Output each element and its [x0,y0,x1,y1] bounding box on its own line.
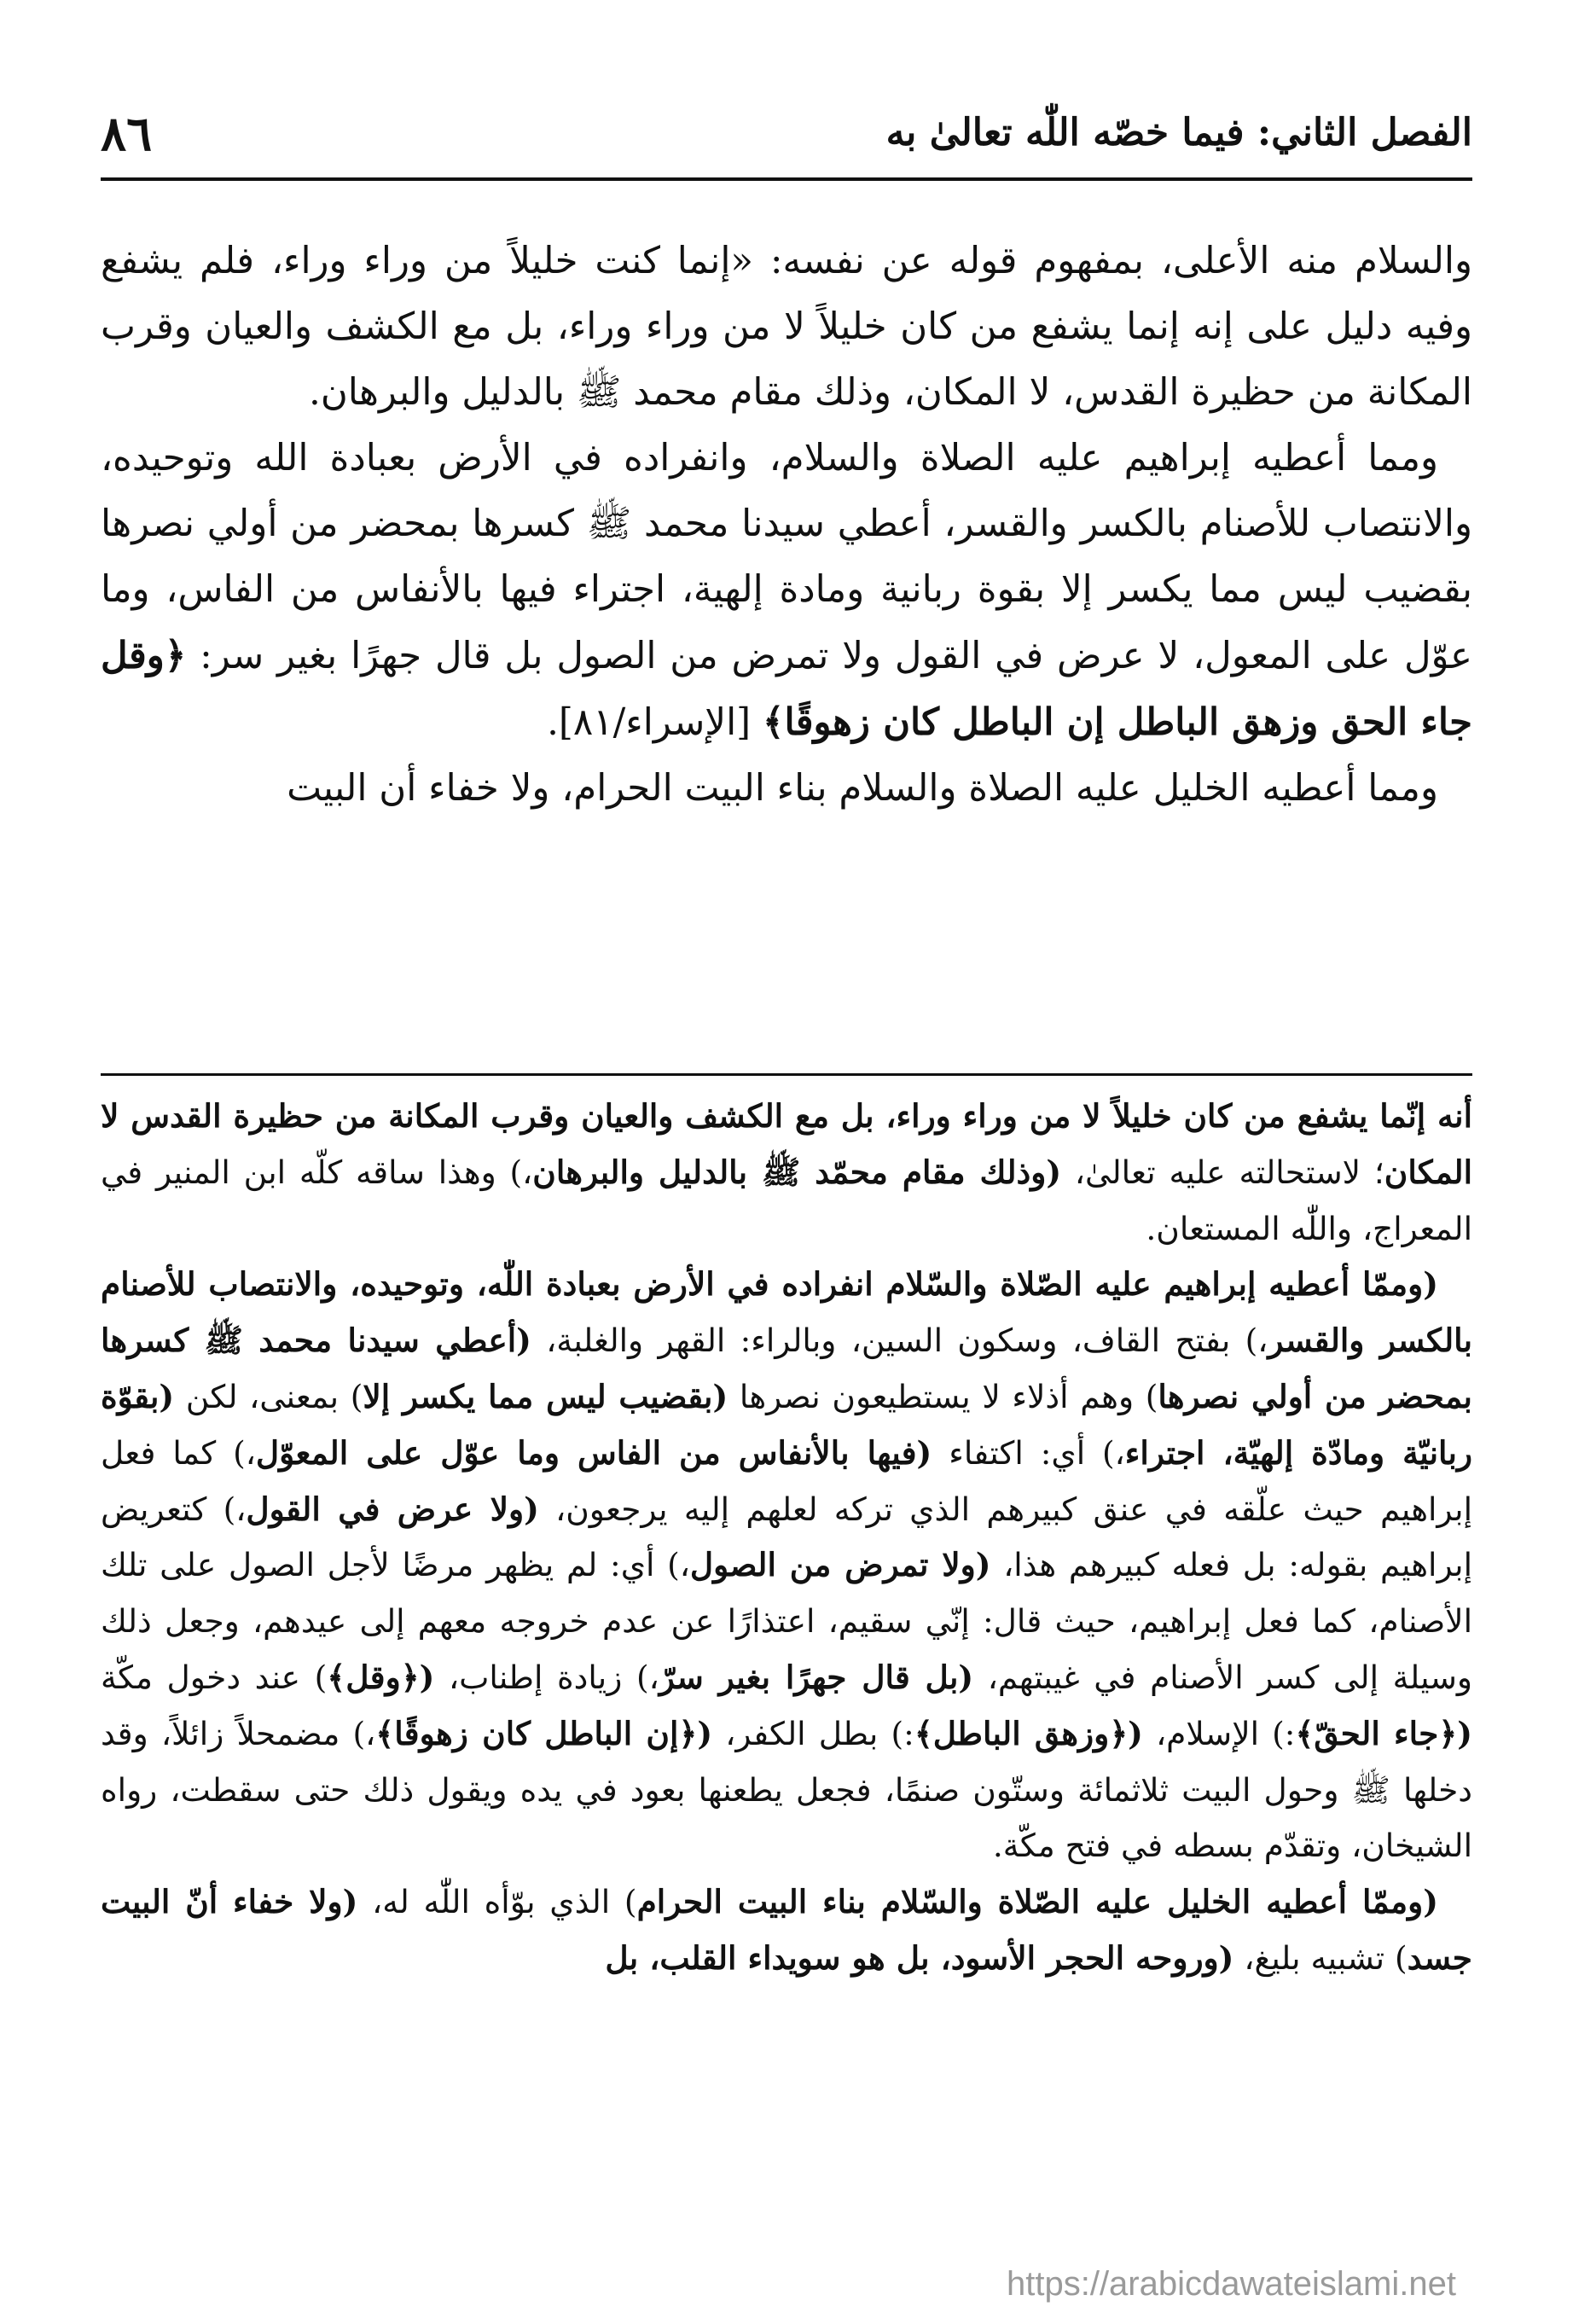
matn-quote: (﴿وقل﴾ [327,1658,435,1696]
sharh-text: ) الذي بوّأه اللّٰه له، [357,1883,637,1921]
sharh-text: :) بطل الكفر، [712,1714,914,1752]
matn-quote: (ولا عرض في القول [246,1490,539,1528]
commentary-paragraph-1 [101,1089,1472,1257]
matn-quote: (بل قال جهرًا بغير سرّ [659,1658,974,1696]
page-number: ٨٦ [101,106,153,162]
sharh-text: ،) كتعريض إبراهيم بقوله: بل فعله كبيرهم هذا، [101,1490,1472,1584]
sharh-text: ) عند دخول مكّة [101,1658,328,1696]
matn-quote: (﴿جاء الحقّ﴾ [1295,1714,1472,1752]
header-divider [101,177,1472,181]
matn-quote: (بقوّة ربانيّة ومادّة إلهيّة، اجتراء [101,1377,1472,1472]
matn-quote: (ولا تمرض من الصول [689,1546,991,1584]
sharh-text: ،) أي: لم يظهر مرضًا لأجل الصول على تلك الأصنام، كما فعل إبراهيم، حيث قال: إنّي سقيم، اعتذارًا عن عدم خروجه معهم إلى عيدهم، وجعل ذلك وسيلة إلى كسر الأصنام في غيبتهم، [101,1546,1473,1696]
commentary-divider [101,1073,1472,1076]
matn-quote: (بقضيب ليس مما يكسر إلا [363,1377,728,1415]
verse-reference: [الإسراء/٨١]. [547,701,763,744]
commentary-paragraph-3 [101,1874,1472,1987]
sharh-text: ) وهم أذلاء لا يستطيعون نصرها [728,1377,1158,1415]
matn-quote: (أعطي سيدنا محمد ﷺ كسرها بمحضر من أولي نصرها [101,1322,1472,1415]
main-paragraph-1: والسلام منه الأعلى، بمفهوم قوله عن نفسه: «إنما كنت خليلاً من وراء وراء، فلم يشفع وفيه دليل على إنه إنما يشفع من كان خليلاً لا من وراء وراء، بل مع الكشف والعيان وقرب المكانة من حظيرة القدس، لا المكان، وذلك مقام محمد ﷺ بالدليل والبرهان. [101,240,1472,414]
sharh-text: ،) أي: اكتفاء [932,1433,1125,1472]
sharh-text: ،) بفتح القاف، وسكون السين، وبالراء: القهر والغلبة، [531,1322,1268,1360]
sharh-text: ؛ لاستحالته عليه تعالىٰ، [1061,1153,1384,1191]
commentary-paragraph-2 [101,1257,1472,1874]
matn-quote: (وروحه الحجر الأسود، بل هو سويداء القلب، بل [605,1938,1234,1977]
main-paragraph-2-text: ومما أعطيه إبراهيم عليه الصلاة والسلام، وانفراده في الأرض بعبادة الله وتوحيده، والانتصاب للأصنام بالكسر والقسر، أعطي سيدنا محمد ﷺ كسرها بمحضر من أولي نصرها بقضيب ليس مما يكسر إلا بقوة ربانية ومادة إلهية، اجتراء فيها بالأنفاس من الفاس، وما عوّل على المعول، لا عرض في القول ولا تمرض من الصول بل قال جهرًا بغير سر: [101,437,1472,677]
page-header [101,106,1472,179]
chapter-title: الفصل الثاني: فيما خصّه اللّٰه تعالىٰ به [885,111,1472,154]
sharh-text: ،) كما فعل إبراهيم حيث علّقه في عنق كبيرهم الذي تركه لعلهم إليه يرجعون، [101,1433,1472,1528]
matn-quote: (ولا خفاء أنّ البيت جسد [101,1883,1472,1977]
sharh-text: ،) مضمحلاً زائلاً، وقد دخلها ﷺ وحول البيت ثلاثمائة وستّون صنمًا، فجعل يطعنها بعود في يده ويقول ذلك حتى سقطت، رواه الشيخان، وتقدّم بسطه في فتح مكّة. [101,1714,1472,1865]
sharh-text: ،) زيادة إطناب، [434,1658,659,1696]
sharh-text: ،) وهذا ساقه كلّه ابن المنير في المعراج، واللّٰه المستعان. [101,1153,1472,1247]
matn-quote: (﴿وزهق الباطل﴾ [914,1714,1143,1752]
sharh-text: ) بمعنى، لكن [174,1377,363,1415]
matn-quote: أنه إنّما يشفع من كان خليلاً لا من وراء وراء، بل مع الكشف والعيان وقرب المكانة من حظيرة القدس لا المكان [101,1097,1472,1191]
matn-quote: (فيها بالأنفاس من الفاس وما عوّل على المعوّل [255,1433,932,1472]
matn-quote: (وممّا أعطيه الخليل عليه الصّلاة والسّلام بناء البيت الحرام [636,1883,1438,1921]
main-paragraph-3: ومما أعطيه الخليل عليه الصلاة والسلام بناء البيت الحرام، ولا خفاء أن البيت [287,767,1438,810]
sharh-text: :) الإسلام، [1142,1714,1296,1752]
commentary-text [101,1089,1472,1987]
quran-verse: ﴿وقل جاء الحق وزهق الباطل إن الباطل كان زهوقًا﴾ [101,634,1472,744]
sharh-text: ) تشبيه بليغ، [1233,1938,1408,1977]
watermark-url: https://arabicdawateislami.net [1007,2265,1456,2303]
matn-quote: (﴿إن الباطل كان زهوقًا﴾ [375,1714,713,1752]
main-paragraph-2 [101,426,1472,756]
matn-quote: (وممّا أعطيه إبراهيم عليه الصّلاة والسّلام انفراده في الأرض بعبادة اللّٰه، وتوحيده، والانتصاب للأصنام بالكسر والقسر [101,1265,1473,1360]
matn-quote: (وذلك مقام محمّد ﷺ بالدليل والبرهان [532,1153,1062,1191]
main-text [101,229,1472,822]
